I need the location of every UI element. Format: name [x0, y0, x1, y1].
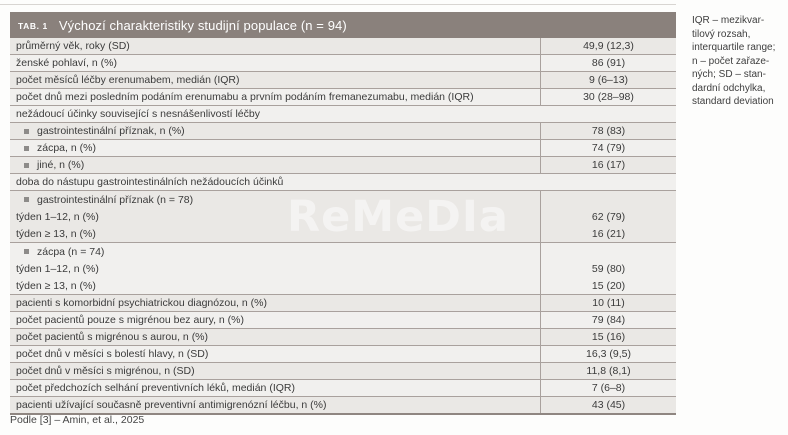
row-label: průměrný věk, roky (SD): [16, 40, 130, 52]
row-label-cell: [10, 397, 540, 413]
legend-line: standard deviation: [692, 96, 774, 107]
legend-line: dardní odchylka,: [692, 82, 766, 94]
row-label: týden 1–12, n (%): [16, 262, 99, 275]
row-label-cell: [10, 157, 540, 173]
group-value-column: [540, 243, 676, 294]
row-label-cell: [10, 329, 540, 345]
table-row: [10, 140, 676, 157]
row-value: 74 (79): [540, 140, 676, 156]
remedia-watermark: ReMeDIa: [287, 192, 509, 242]
legend-line: ných; SD – stan-: [692, 69, 766, 80]
row-label: gastrointestinální příznak, n (%): [37, 125, 185, 137]
group-row: [10, 191, 676, 243]
group-label-column: [10, 191, 540, 242]
row-value: 30 (28–98): [540, 89, 676, 105]
row-label-cell: [10, 38, 540, 54]
row-value: [541, 191, 676, 208]
row-value: 16 (17): [540, 157, 676, 173]
row-label: počet dnů v měsíci s migrénou, n (SD): [16, 365, 195, 377]
row-value: 7 (6–8): [540, 380, 676, 396]
table-row: [10, 312, 676, 329]
table-row: [10, 295, 676, 312]
group-line-label: [10, 225, 540, 242]
table-header: [10, 12, 676, 38]
table-row: [10, 346, 676, 363]
table-row: [10, 55, 676, 72]
row-label-cell: [10, 106, 676, 122]
table-title: Výchozí charakteristiky studijní populace (n = 94): [58, 17, 347, 33]
top-divider: [0, 4, 676, 5]
row-value: 59 (80): [591, 262, 626, 275]
row-label: počet pacientů s migrénou s aurou, n (%): [16, 331, 209, 343]
row-value: 15 (16): [540, 329, 676, 345]
row-label: počet předchozích selhání preventivních léků, medián (IQR): [16, 382, 295, 394]
row-value: 15 (20): [591, 279, 626, 292]
table-row: [10, 329, 676, 346]
table-row: [10, 380, 676, 397]
group-line-label: [10, 191, 540, 208]
row-label-cell: [10, 89, 540, 105]
table-row: [10, 72, 676, 89]
abbreviations-legend: [692, 14, 786, 109]
bullet-square-icon: [24, 146, 29, 151]
row-label-cell: [10, 295, 540, 311]
group-line-label: [10, 243, 540, 260]
table-row: [10, 38, 676, 55]
row-label-cell: [10, 55, 540, 71]
row-value: 16 (21): [591, 227, 626, 240]
bullet-square-icon: [24, 129, 29, 134]
row-label: týden 1–12, n (%): [16, 210, 99, 223]
row-label: pacienti užívající současně preventivní antimigrenózní léčbu, n (%): [16, 399, 327, 411]
row-value: 78 (83): [540, 123, 676, 139]
row-label: týden ≥ 13, n (%): [16, 227, 96, 240]
row-value: 10 (11): [540, 295, 676, 311]
row-label: týden ≥ 13, n (%): [16, 279, 96, 292]
row-label: doba do nástupu gastrointestinálních nežádoucích účinků: [16, 176, 284, 188]
row-label: počet dnů mezi posledním podáním erenumabu a prvním podáním fremanezumabu, medián (IQR): [16, 91, 474, 103]
row-label: nežádoucí účinky související s nesnášenlivostí léčby: [16, 108, 260, 120]
table-row: [10, 89, 676, 106]
group-line-label: [10, 277, 540, 294]
row-label: jiné, n (%): [37, 159, 85, 171]
section-row: [10, 106, 676, 123]
row-value: 86 (91): [540, 55, 676, 71]
group-row: [10, 243, 676, 295]
row-label: gastrointestinální příznak (n = 78): [37, 193, 194, 206]
row-label: zácpa (n = 74): [37, 245, 105, 258]
table-row: [10, 397, 676, 415]
row-label: počet měsíců léčby erenumabem, medián (IQR): [16, 74, 240, 86]
legend-line: interquartile range;: [692, 42, 776, 53]
row-value: 43 (45): [540, 397, 676, 413]
row-label-cell: [10, 363, 540, 379]
row-label: pacienti s komorbidní psychiatrickou diagnózou, n (%): [16, 297, 267, 309]
row-value: 11,8 (8,1): [540, 363, 676, 379]
row-label-cell: [10, 380, 540, 396]
row-value: 16,3 (9,5): [540, 346, 676, 362]
table-rows: [10, 38, 676, 415]
group-line-label: [10, 208, 540, 225]
row-value: 49,9 (12,3): [540, 38, 676, 54]
bullet-square-icon: [24, 163, 29, 168]
row-label: zácpa, n (%): [37, 142, 96, 154]
row-label-cell: [10, 346, 540, 362]
table-tag: TAB. 1: [18, 21, 48, 31]
group-line-label: [10, 260, 540, 277]
group-value-column: [540, 191, 676, 242]
row-label-cell: [10, 174, 676, 190]
row-label-cell: [10, 140, 540, 156]
row-label-cell: [10, 72, 540, 88]
row-label: ženské pohlaví, n (%): [16, 57, 117, 69]
bullet-square-icon: [24, 249, 29, 254]
study-population-table: [10, 12, 676, 415]
row-label-cell: [10, 312, 540, 328]
table-row: [10, 157, 676, 174]
row-label: počet dnů v měsíci s bolestí hlavy, n (SD): [16, 348, 209, 360]
bullet-square-icon: [24, 197, 29, 202]
legend-line: IQR – mezikvar-: [692, 15, 765, 26]
source-note: Podle [3] – Amin, et al., 2025: [10, 414, 145, 426]
row-value: 9 (6–13): [540, 72, 676, 88]
legend-line: n – počet zařaze-: [692, 55, 770, 67]
row-value: [541, 243, 676, 260]
row-value: 62 (79): [591, 210, 626, 223]
group-label-column: [10, 243, 540, 294]
section-row: [10, 174, 676, 191]
table-row: [10, 363, 676, 380]
row-label: počet pacientů pouze s migrénou bez aury, n (%): [16, 314, 245, 326]
legend-line: tilový rozsah,: [692, 28, 751, 40]
table-row: [10, 123, 676, 140]
row-label-cell: [10, 123, 540, 139]
row-value: 79 (84): [540, 312, 676, 328]
